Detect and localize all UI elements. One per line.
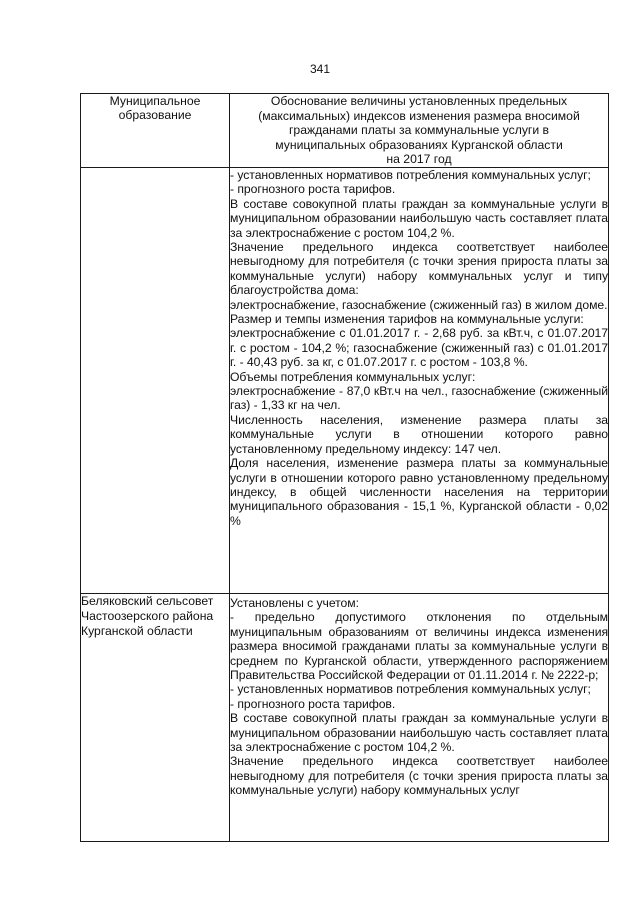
paragraph: Доля населения, изменение размера платы за коммунальные услуги в отношении которого равно установленному предельному индексу, в общей численности населения на территории муниципального образования - 15,1 %, Курганской области - 0,02 % [230, 456, 608, 528]
paragraph: - прогнозного роста тарифов. [230, 696, 396, 711]
table-row [81, 593, 609, 841]
justification-cell [230, 593, 609, 841]
paragraph: В составе совокупной платы граждан за коммунальные услуги в муниципальном образовании наибольшую часть составляет плата за электроснабжение с ростом 104,2 %. [230, 711, 608, 755]
header-justification [230, 94, 609, 168]
paragraph: - установленных нормативов потребления коммунальных услуг; [230, 682, 591, 697]
table-row [81, 167, 609, 593]
paragraph: - прогнозного роста тарифов. [230, 182, 396, 197]
paragraph: Значение предельного индекса соответствует наиболее невыгодному для потребителя (с точки зрения прироста платы за коммунальные услуги) набору коммунальных услуг [230, 754, 608, 798]
paragraph: - установленных нормативов потребления коммунальных услуг; [230, 167, 591, 182]
paragraph: Значение предельного индекса соответствует наиболее невыгодному для потребителя (с точки зрения прироста платы за коммунальные услуги) набору коммунальных услуг и типу благоустройства дома: [230, 240, 608, 298]
table-header-row [81, 94, 609, 168]
page-number: 341 [309, 62, 331, 76]
paragraph: Установлены с учетом: [230, 595, 359, 610]
header-line: гражданами платы за коммунальные услуги в [288, 123, 550, 138]
justification-cell [230, 167, 609, 593]
paragraph: Объемы потребления коммунальных услуг: [230, 369, 476, 384]
header-line: муниципальных образованиях Курганской области [275, 137, 563, 152]
header-line: на 2017 год [386, 152, 452, 167]
header-line: Обоснование величины установленных предельных [270, 94, 568, 108]
paragraph: Размер и темпы изменения тарифов на коммунальные услуги: [230, 312, 584, 327]
municipality-cell [81, 167, 230, 593]
paragraph: Численность населения, изменение размера платы за коммунальные услуги в отношении которого равно установленному предельному индексу: 147 чел. [230, 412, 608, 456]
header-line: (максимальных) индексов изменения размера вносимой [258, 108, 580, 123]
paragraph: В составе совокупной платы граждан за коммунальные услуги в муниципальном образовании наибольшую часть составляет плата за электроснабжение с ростом 104,2 %. [230, 196, 608, 240]
paragraph: электроснабжение с 01.01.2017 г. - 2,68 руб. за кВт.ч, с 01.07.2017 г. с ростом - 104,2 %; газоснабжение (сжиженный газ) с 01.01.2017 г. - 40,43 руб. за кг, с 01.07.2017 г. с ростом - 103,8 %. [230, 326, 608, 370]
municipality-cell: Беляковский сельсовет Частоозерского района Курганской области [81, 593, 230, 841]
paragraph: электроснабжение - 87,0 кВт.ч на чел., газоснабжение (сжиженный газ) - 1,33 кг на чел. [230, 384, 608, 413]
paragraph: - предельно допустимого отклонения по отдельным муниципальным образованиям от величины индекса изменения размера вносимой гражданами платы за коммунальные услуги в среднем по Курганской области, утвержденного распоряжением Правительства Российской Федерации от 01.11.2014 г. № 2222-р; [230, 610, 608, 682]
header-municipality: Муниципальное образование [81, 94, 230, 168]
justification-table [80, 93, 609, 842]
paragraph: электроснабжение, газоснабжение (сжиженный газ) в жилом доме. [230, 297, 608, 312]
